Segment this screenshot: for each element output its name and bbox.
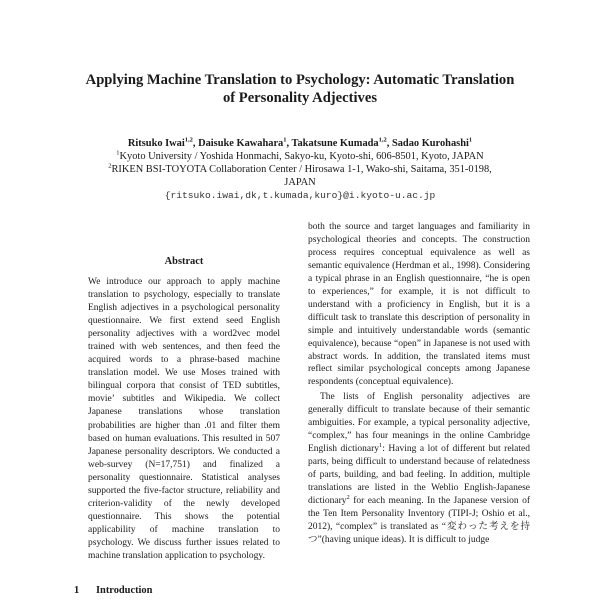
author-list — [40, 137, 560, 150]
paper-title — [40, 71, 560, 107]
footnote-marker: 1 — [379, 442, 383, 450]
author: Sadao Kurohashi$^1$ — [391, 136, 473, 149]
footnote-marker: 2 — [346, 493, 350, 501]
affiliation-1: $^1$Kyoto University / Yoshida Honmachi, Sakyo-ku, Kyoto-shi, 606-8501, Kyoto, JAPAN — [116, 149, 484, 162]
section-title: Introduction — [96, 585, 153, 596]
author: Daisuke Kawahara$^1$, — [198, 136, 292, 149]
affiliation-2: $^2$RIKEN BSI-TOYOTA Collaboration Center / Hirosawa 1-1, Wako-shi, Saitama, 351-0198, — [108, 162, 492, 175]
author: Ritsuko Iwai$^{1,2}$, — [127, 136, 199, 149]
abstract-heading: Abstract — [164, 256, 204, 267]
section-heading-introduction — [74, 584, 152, 597]
body-paragraph: both the source and target languages and familiarity in psychological theories and concepts. The construction process requires conceptual equivalence as well as semantic equivalence (Herdman et al., 1998). Considering a typical phrase in an English questionnaire, “he is open to experiences,” for example, it is not difficult to understand with a proficiency in English, but it is a difficult task to translate this description of personality in simple and intuitively understandable words (semantic equivalence), because “open” in Japanese is not used with abstract words. In addition, the translated items must reflect similar psychological concepts among Japanese respondents (conceptual equivalence). — [308, 222, 530, 388]
paper-title-line-1: Applying Machine Translation to Psychology: Automatic Translation — [85, 72, 515, 88]
right-column — [308, 221, 530, 547]
section-number: 1 — [74, 585, 80, 596]
author: Takatsune Kumada$^{1,2}$, — [291, 136, 392, 149]
paper-title-line-2: of Personality Adjectives — [222, 90, 377, 106]
affiliation-2-country: JAPAN — [284, 177, 316, 188]
body-paragraph: The lists of English personality adjectives are generally difficult to translate because of their semantic ambiguities. For example, a typical personality adjective, “complex,” has four meanings in the online Cambridge English dictionary$^1$: Having a lot of different but related parts, being difficult to understand because of relatedness of parts, building, and bad feeling. In addition, multiple translations are listed in the Weblio English-Japanese dictionary$^2$ for each meaning. In the Japanese version of the Ten Item Personality Inventory (TIPI-J; Oshio et al., 2012), “complex” is translated as “変わった考えを持つ”(having unique ideas). It is difficult to judge — [308, 392, 531, 545]
abstract-text: We introduce our approach to apply machine translation to psychology, especially to translate English adjectives in a psychological personality questionnaire. We first extend seed English personality adjectives with a word2vec model trained with web sentences, and then feed the acquired words to a phrase-based machine translation model. We use Moses trained with bilingual corpora that consist of TED subtitles, movie’ subtitles and Wikipedia. We collect Japanese translations whose translation probabilities are higher than .01 and filter them based on human evaluations. This resulted in 507 Japanese personality descriptors. We conducted a web-survey (N=17,751) and finalized a personality questionnaire. Statistical analyses supported the five-factor structure, reliability and criterion-validity of the newly developed questionnaire. This shows the potential applicability of machine translation to psychology. We discuss further issues related to machine translation application to psychology. — [88, 277, 280, 561]
author-email: {ritsuko.iwai,dk,t.kumada,kuro}@i.kyoto-u.ac.jp — [164, 190, 436, 201]
